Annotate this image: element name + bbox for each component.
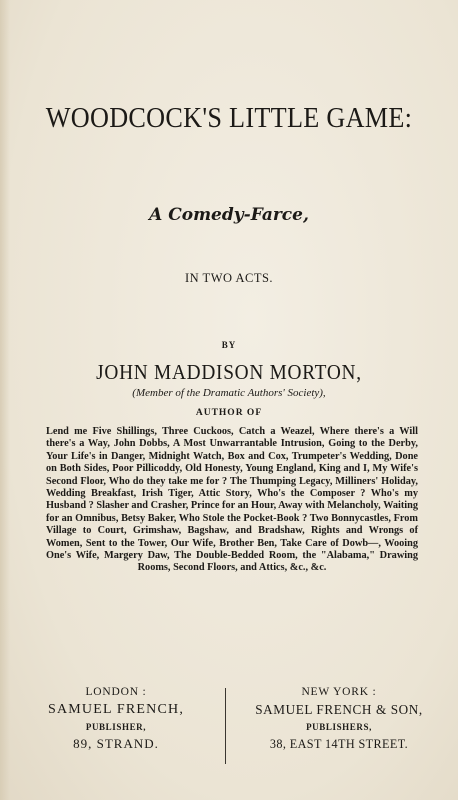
author-name: JOHN MADDISON MORTON, xyxy=(96,360,362,384)
publisher-role: PUBLISHER, xyxy=(85,722,147,732)
by-line: BY xyxy=(221,340,237,350)
publisher-city: LONDON : xyxy=(85,686,147,698)
play-title: WOODCOCK'S LITTLE GAME: xyxy=(45,103,413,134)
works-list: Lend me Five Shillings, Three Cuckoos, Catch a Weazel, Where there's a Will there's a Way, John Dobbs, A Most Unwarrantable Intrusion, Going to the Derby, Your Life's in Danger, Midnight Watch, Box and Cox, Trumpeter's Wedding, Done on Both Sides, Poor Pillicoddy, Old Honesty, Young England, King and I, My Wife's Second Floor, Who do they take me for ? The Thumping Legacy, Milliners' Holiday, Wedding Breakfast, Irish Tiger, Attic Story, Who's the Composer ? Who's my Husband ? Slasher and Crasher, Prince for an Hour, Away with Melancholy, Waiting for an Omnibus, Betsy Baker, Who Stole the Pocket-Book ? Two Bonnycastles, From Village to Court, Grimshaw, Bagshaw, and Bradshaw, Rights and Wrongs of Women, Sent to the Tower, Our Wife, Brother Ben, Take Care of Dowb—, Wooing One's Wife, Margery Daw, The Double-Bedded Room, the "Alabama," Drawing Rooms, Second Floors, and Attics, &c., &c. xyxy=(46,426,418,574)
publisher-london xyxy=(10,684,222,753)
author-of-heading: AUTHOR OF xyxy=(195,408,263,418)
publisher-address: 38, EAST 14TH STREET. xyxy=(269,737,409,751)
page-edge-shadow xyxy=(0,0,10,800)
acts-line: IN TWO ACTS. xyxy=(184,271,274,285)
publisher-new-york xyxy=(230,684,448,753)
author-society: (Member of the Dramatic Authors' Society), xyxy=(132,387,326,399)
publisher-address: 89, STRAND. xyxy=(73,736,159,751)
publisher-role: PUBLISHERS, xyxy=(306,722,372,732)
publisher-footer xyxy=(0,684,458,764)
publisher-city: NEW YORK : xyxy=(301,686,377,698)
play-subtitle: A Comedy-Farce, xyxy=(149,205,309,225)
publisher-name: SAMUEL FRENCH, xyxy=(47,702,185,717)
footer-divider xyxy=(225,688,226,764)
publisher-name: SAMUEL FRENCH & SON, xyxy=(255,702,423,717)
